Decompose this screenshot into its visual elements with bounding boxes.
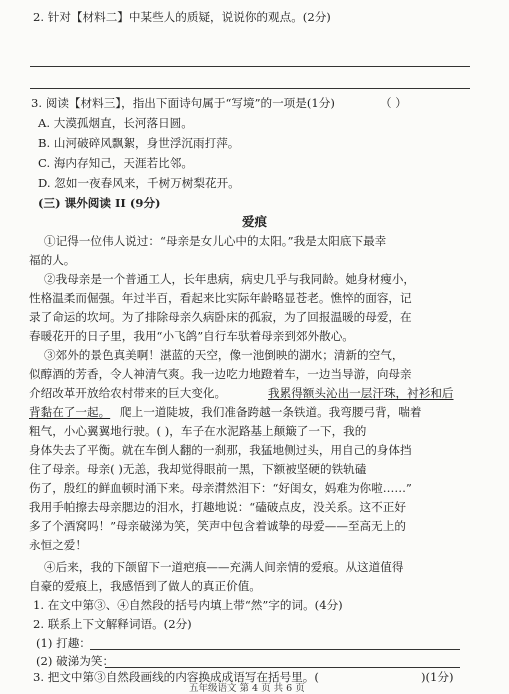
paragraph-line: ④后来，我的下颌留下一道疤痕——充满人间亲情的爱痕。从这道值得: [44, 560, 404, 574]
paragraph-line: 录了命运的坎坷。为了排除母亲久病卧床的孤寂，为了回报温暖的母爱，在: [29, 310, 412, 324]
question-3-stem: 3. 阅读【材料三】，指出下面诗句属于“写境”的一项是(1分): [31, 96, 335, 110]
question-1: 1. 在文中第③、④自然段的括号内填上带“然”字的词。(4分): [33, 598, 343, 612]
paragraph-line: 福的人。: [29, 253, 76, 267]
question-2-1: (1) 打趣：: [36, 636, 91, 650]
article-title: 爱痕: [242, 214, 268, 229]
question-2-2: (2) 破涕为笑：: [36, 654, 115, 668]
paragraph-line: 多了个酒窝吗！”母亲破涕为笑，笑声中包含着诚挚的母爱——至高无上的: [29, 519, 406, 533]
question-2: 2. 联系上下文解释词语。(2分): [33, 617, 192, 631]
paragraph-line: 身体失去了平衡。就在车倒人翻的一刹那，我猛地侧过头，用自己的身体挡: [29, 443, 412, 457]
question-2-text: 2. 针对【材料二】中某些人的质疑，说说你的观点。(2分): [33, 10, 331, 24]
paragraph-line: 似醇酒的芳香，令人神清气爽。我一边吃力地蹬着车，一边当导游，向母亲: [29, 367, 412, 381]
answer-bracket: （ ）: [380, 96, 407, 110]
paragraph-line: 伤了，殷红的鲜血顿时涌下来。母亲潸然泪下：“好闺女，妈难为你啦……”: [29, 481, 412, 495]
option-a: A. 大漠孤烟直，长河落日圆。: [38, 116, 193, 130]
answer-line: [105, 667, 460, 668]
paragraph-line: ①记得一位伟人说过：“母亲是女儿心中的太阳。”我是太阳底下最幸: [44, 234, 387, 248]
option-d: D. 忽如一夜春风来，千树万树梨花开。: [38, 176, 240, 190]
answer-line: [90, 649, 460, 650]
paragraph-line: 爬上一道陡坡，我们准备跨越一条铁道。我弯腰弓背，喘着: [120, 405, 422, 419]
paragraph-line: 永恒之爱！: [29, 538, 87, 552]
paragraph-line: 自豪的爱痕上，我感悟到了做人的真正价值。: [29, 579, 261, 593]
answer-line: [30, 88, 470, 89]
paragraph-line: 春暖花开的日子里，我用“小飞鸽”自行车驮着母亲到郊外散心。: [29, 329, 354, 343]
underlined-sentence: 我累得额头沁出一层汗珠，衬衫和后: [268, 386, 454, 400]
question-3a: 3. 把文中第③自然段画线的内容换成成语写在括号里。(: [33, 670, 319, 684]
paragraph-line: 粗气，小心翼翼地行驶。( )，车子在水泥路基上颠簸了一下，我的: [29, 424, 367, 438]
paragraph-line: 我用手帕擦去母亲腮边的泪水，打趣地说：“磕破点皮，没关系。这不正好: [29, 500, 406, 514]
underlined-sentence: 背黏在了一起。: [29, 405, 111, 419]
paragraph-line: 性格温柔而倔强。年过半百，看起来比实际年龄略显苍老。憔悴的面容，记: [29, 291, 412, 305]
paragraph-line: ③郊外的景色真美啊！湛蓝的天空，像一池倒映的湖水；清新的空气，: [44, 348, 404, 362]
option-b: B. 山河破碎风飘絮，身世浮沉雨打萍。: [38, 136, 240, 150]
paragraph-line: ②我母亲是一个普通工人，长年患病，病史几乎与我同龄。她身材瘦小，: [44, 272, 416, 286]
paragraph-line: 介绍改革开放给农村带来的巨大变化。: [29, 386, 227, 400]
section-heading: (三) 课外阅读 II (9分): [38, 196, 161, 210]
page-footer: 五年级语文 第 4 页 共 6 页: [189, 683, 305, 694]
option-c: C. 海内存知己，天涯若比邻。: [38, 156, 193, 170]
paragraph-line: 住了母亲。母亲( )无恙，我却觉得眼前一黑，下额被坚硬的铁轨磕: [29, 462, 367, 476]
question-3b: )(1分): [421, 670, 454, 684]
answer-line: [30, 66, 470, 67]
